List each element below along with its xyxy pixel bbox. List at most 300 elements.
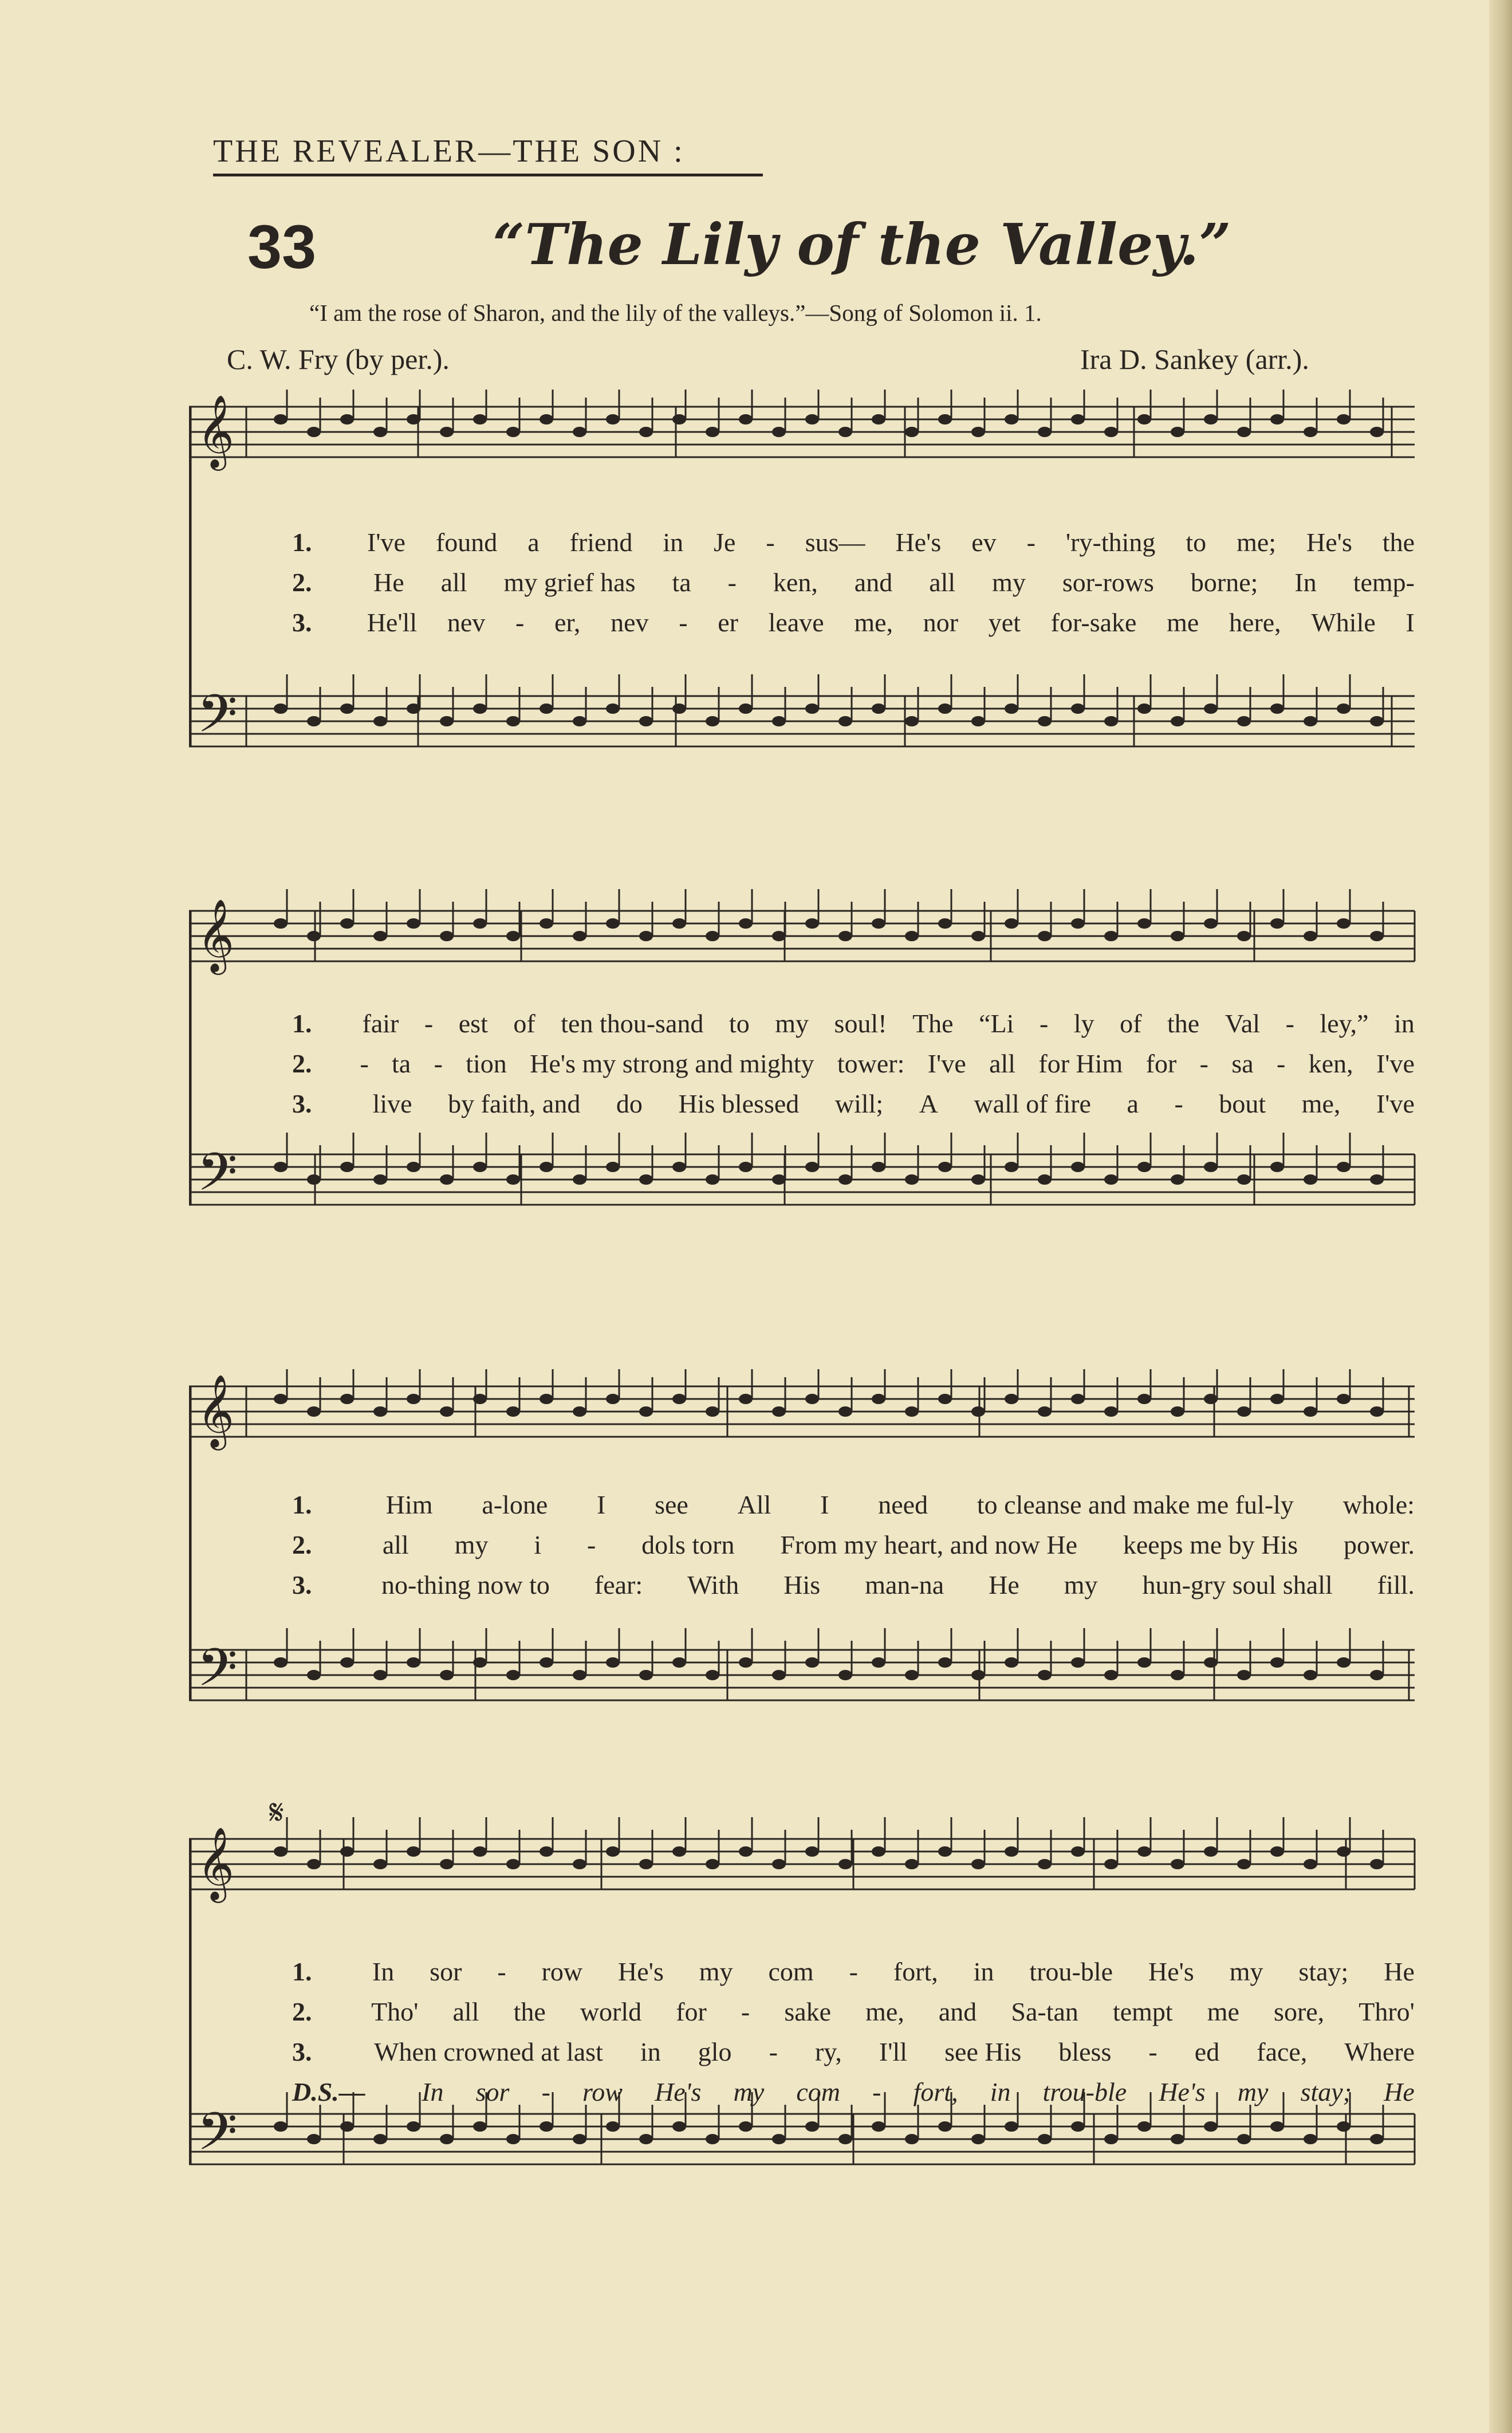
- note-head: [838, 1174, 852, 1185]
- note-head: [639, 1859, 653, 1869]
- lyric-syllable: tower:: [837, 1049, 905, 1078]
- lyric-syllable: my: [992, 568, 1026, 597]
- note-head: [838, 1859, 852, 1869]
- note-head: [1005, 703, 1018, 714]
- note-head: [573, 427, 586, 437]
- note-head: [1304, 716, 1317, 726]
- note-head: [1038, 931, 1052, 941]
- note-head: [905, 716, 919, 726]
- lyric-syllable: all: [440, 568, 467, 597]
- note-head: [1270, 414, 1284, 425]
- note-head: [1137, 1846, 1151, 1857]
- lyric-syllable: sor: [430, 1957, 462, 1986]
- note-head: [1071, 1846, 1085, 1857]
- lyric-syllable: While: [1311, 608, 1376, 637]
- head-rule: [213, 174, 763, 176]
- note-head: [1270, 703, 1284, 714]
- lyric-syllable: see: [655, 1490, 688, 1519]
- note-head: [274, 1846, 288, 1857]
- lyric-syllable: to: [1186, 528, 1207, 557]
- lyric-syllable: er: [718, 608, 738, 637]
- note-head: [672, 1394, 686, 1404]
- note-head: [739, 1394, 753, 1404]
- note-head: [1005, 918, 1018, 929]
- lyric-syllable: ta: [392, 1049, 411, 1078]
- note-head: [307, 1174, 321, 1185]
- note-head: [805, 918, 819, 929]
- lyric-syllable: row: [541, 1957, 583, 1986]
- lyric-syllable: sa: [1231, 1049, 1254, 1078]
- note-head: [1370, 1670, 1384, 1680]
- note-head: [473, 1846, 487, 1857]
- note-head: [739, 1657, 753, 1668]
- note-head: [905, 931, 919, 941]
- lyric-line: [292, 1996, 1415, 2027]
- lyric-line: [292, 1048, 1415, 1079]
- note-head: [905, 1406, 919, 1417]
- note-head: [872, 2121, 885, 2132]
- lyric-syllable: all: [382, 1530, 409, 1559]
- verse-number: 1.: [292, 1009, 312, 1038]
- lyric-syllable: -: [424, 1009, 434, 1038]
- note-head: [905, 427, 919, 437]
- lyric-syllable: nev: [611, 608, 649, 637]
- lyric-syllable: glo: [698, 2037, 732, 2066]
- note-head: [373, 1174, 387, 1185]
- note-head: [1005, 414, 1018, 425]
- note-head: [805, 2121, 819, 2132]
- lyric-syllable: -: [1026, 528, 1035, 557]
- note-head: [1270, 2121, 1284, 2132]
- note-head: [1038, 1670, 1052, 1680]
- lyric-syllable: my: [454, 1530, 489, 1559]
- note-head: [838, 427, 852, 437]
- lyric-syllable: -: [515, 608, 525, 637]
- note-head: [1304, 1406, 1317, 1417]
- note-head: [1370, 427, 1384, 437]
- note-head: [307, 931, 321, 941]
- note-head: [1071, 2121, 1085, 2132]
- lyric-syllable: He's: [655, 2077, 702, 2106]
- lyric-syllable: nev: [447, 608, 486, 637]
- note-head: [573, 1174, 586, 1185]
- lyric-syllable: live: [372, 1089, 412, 1118]
- note-head: [672, 918, 686, 929]
- note-head: [905, 1174, 919, 1185]
- note-head: [772, 1859, 786, 1869]
- note-head: [606, 1162, 620, 1172]
- note-head: [540, 1657, 553, 1668]
- lyric-syllable: me: [1207, 1997, 1239, 2026]
- lyric-syllable: -: [679, 608, 688, 637]
- note-head: [1005, 1394, 1018, 1404]
- note-head: [1171, 2134, 1184, 2144]
- bass-clef-icon: 𝄢: [197, 2101, 238, 2175]
- lyric-syllable: com: [796, 2077, 841, 2106]
- lyric-syllable: my: [1064, 1570, 1098, 1599]
- note-head: [672, 703, 686, 714]
- lyric-syllable: for: [1145, 1049, 1177, 1078]
- note-head: [772, 931, 786, 941]
- lyric-syllable: est: [458, 1009, 488, 1038]
- page-edge: [1489, 0, 1512, 2433]
- note-head: [1137, 2121, 1151, 2132]
- note-head: [772, 716, 786, 726]
- note-head: [938, 918, 952, 929]
- lyric-syllable: ly: [1073, 1009, 1094, 1038]
- note-head: [1104, 427, 1118, 437]
- note-head: [905, 2134, 919, 2144]
- note-head: [573, 1670, 586, 1680]
- lyric-syllable: to: [729, 1009, 750, 1038]
- note-head: [905, 1859, 919, 1869]
- note-head: [706, 1174, 719, 1185]
- note-head: [1038, 1859, 1052, 1869]
- note-head: [606, 1846, 620, 1857]
- note-head: [1137, 1162, 1151, 1172]
- lyric-line: [292, 527, 1415, 557]
- note-head: [1005, 2121, 1018, 2132]
- note-head: [473, 1162, 487, 1172]
- note-head: [506, 716, 520, 726]
- note-head: [1337, 1657, 1350, 1668]
- note-head: [1304, 1174, 1317, 1185]
- note-head: [1171, 931, 1184, 941]
- note-head: [706, 716, 719, 726]
- note-head: [573, 1406, 586, 1417]
- note-head: [340, 1162, 354, 1172]
- lyric-syllable: I've: [1376, 1049, 1415, 1078]
- lyric-syllable: see His: [944, 2037, 1022, 2066]
- verse-number: 1.: [292, 1490, 312, 1519]
- segno-sign: 𝄋: [269, 1794, 284, 1831]
- lyric-syllable: bless: [1058, 2037, 1112, 2066]
- bass-clef-icon: 𝄢: [197, 1637, 238, 1711]
- note-head: [1337, 703, 1350, 714]
- note-head: [1137, 414, 1151, 425]
- lyric-syllable: world: [580, 1997, 642, 2026]
- note-head: [905, 1670, 919, 1680]
- note-head: [340, 2121, 354, 2132]
- note-head: [1370, 1859, 1384, 1869]
- note-head: [1370, 1406, 1384, 1417]
- lyric-syllable: He's: [618, 1957, 664, 1986]
- note-head: [373, 1670, 387, 1680]
- lyric-syllable: “Li: [979, 1009, 1014, 1038]
- note-head: [440, 1406, 454, 1417]
- lyric-syllable: all: [452, 1997, 479, 2026]
- lyric-syllable: Tho': [371, 1997, 419, 2026]
- lyric-syllable: fort,: [893, 1957, 938, 1986]
- note-head: [772, 2134, 786, 2144]
- lyric-syllable: i: [534, 1530, 542, 1559]
- note-head: [1171, 1174, 1184, 1185]
- lyric-syllable: Thro': [1359, 1997, 1415, 2026]
- lyric-syllable: The: [912, 1009, 954, 1038]
- running-head: THE REVEALER—THE SON :: [213, 133, 685, 169]
- lyric-syllable: my: [733, 2077, 765, 2106]
- note-head: [1104, 2134, 1118, 2144]
- note-head: [1104, 1859, 1118, 1869]
- note-head: [1370, 931, 1384, 941]
- note-head: [1237, 931, 1251, 941]
- note-head: [938, 1394, 952, 1404]
- lyric-syllable: ry,: [815, 2037, 842, 2066]
- lyric-syllable: in: [640, 2037, 661, 2066]
- note-head: [1104, 1406, 1118, 1417]
- lyric-syllable: He's: [895, 528, 942, 557]
- note-head: [340, 703, 354, 714]
- note-head: [340, 1846, 354, 1857]
- note-head: [1337, 1162, 1350, 1172]
- lyric-syllable: -: [766, 528, 775, 557]
- lyric-syllable: A: [919, 1089, 938, 1118]
- note-head: [1171, 716, 1184, 726]
- lyric-syllable: -: [849, 1957, 858, 1986]
- note-head: [407, 414, 420, 425]
- lyric-syllable: leave: [768, 608, 824, 637]
- note-head: [872, 703, 885, 714]
- note-head: [1304, 427, 1317, 437]
- lyric-syllable: sake: [784, 1997, 832, 2026]
- note-head: [606, 1394, 620, 1404]
- lyric-syllable: power.: [1344, 1530, 1415, 1559]
- lyric-syllable: of: [1120, 1009, 1142, 1038]
- lyric-line: [292, 1088, 1415, 1119]
- lyric-syllable: -: [741, 1997, 750, 2026]
- note-head: [1237, 1406, 1251, 1417]
- verse-number: 2.: [292, 1530, 312, 1559]
- note-head: [872, 1162, 885, 1172]
- lyric-syllable: ev: [971, 528, 997, 557]
- note-head: [639, 1670, 653, 1680]
- note-head: [540, 1846, 553, 1857]
- note-head: [307, 2134, 321, 2144]
- lyric-syllable: whole:: [1342, 1490, 1415, 1519]
- lyric-syllable: -: [727, 568, 737, 597]
- note-head: [540, 2121, 553, 2132]
- note-head: [440, 931, 454, 941]
- note-head: [473, 414, 487, 425]
- note-head: [1137, 1394, 1151, 1404]
- lyric-syllable: a: [527, 528, 540, 557]
- note-head: [573, 1859, 586, 1869]
- note-head: [540, 918, 553, 929]
- note-head: [706, 931, 719, 941]
- note-head: [1204, 1162, 1218, 1172]
- verse-number: 3.: [292, 1089, 312, 1118]
- note-head: [407, 2121, 420, 2132]
- note-head: [838, 2134, 852, 2144]
- note-head: [706, 1859, 719, 1869]
- lyric-syllable: He's my strong and mighty: [530, 1049, 814, 1078]
- lyric-syllable: sor-rows: [1062, 568, 1154, 597]
- lyric-syllable: for: [676, 1997, 707, 2026]
- note-head: [672, 1846, 686, 1857]
- note-head: [971, 427, 985, 437]
- note-head: [473, 1657, 487, 1668]
- note-head: [1204, 1846, 1218, 1857]
- lyric-syllable: fair: [362, 1009, 399, 1038]
- lyric-syllable: His blessed: [678, 1089, 800, 1118]
- note-head: [1337, 414, 1350, 425]
- note-head: [805, 1846, 819, 1857]
- note-head: [1038, 427, 1052, 437]
- lyric-syllable: a-lone: [482, 1490, 548, 1519]
- note-head: [1071, 703, 1085, 714]
- note-head: [739, 1162, 753, 1172]
- verse-number: 2.: [292, 1049, 312, 1078]
- music-system-3: [189, 1369, 1416, 1736]
- note-head: [1104, 1174, 1118, 1185]
- note-head: [274, 1657, 288, 1668]
- note-head: [506, 1174, 520, 1185]
- note-head: [706, 1406, 719, 1417]
- note-head: [1005, 1846, 1018, 1857]
- note-head: [373, 1859, 387, 1869]
- note-head: [672, 1657, 686, 1668]
- note-head: [606, 414, 620, 425]
- lyric-syllable: row: [582, 2077, 623, 2106]
- note-head: [1171, 1670, 1184, 1680]
- note-head: [1071, 1162, 1085, 1172]
- note-head: [971, 1859, 985, 1869]
- lyric-syllable: bout: [1219, 1089, 1266, 1118]
- note-head: [307, 1406, 321, 1417]
- lyric-syllable: man-na: [865, 1570, 944, 1599]
- music-system-2: [189, 871, 1416, 1260]
- lyric-syllable: ed: [1194, 2037, 1220, 2066]
- lyric-syllable: -: [1285, 1009, 1294, 1038]
- note-head: [540, 1162, 553, 1172]
- lyric-syllable: a: [1127, 1089, 1139, 1118]
- note-head: [971, 716, 985, 726]
- note-head: [706, 1670, 719, 1680]
- lyric-syllable: Him: [385, 1490, 433, 1519]
- lyric-line: [292, 567, 1415, 598]
- note-head: [739, 918, 753, 929]
- note-head: [639, 427, 653, 437]
- note-head: [274, 414, 288, 425]
- note-head: [1204, 918, 1218, 929]
- note-head: [1304, 1859, 1317, 1869]
- note-head: [440, 427, 454, 437]
- lyric-syllable: In: [1294, 568, 1317, 597]
- note-head: [407, 1394, 420, 1404]
- note-head: [606, 918, 620, 929]
- note-head: [440, 1174, 454, 1185]
- lyric-line: [292, 1489, 1415, 1520]
- note-head: [307, 1670, 321, 1680]
- note-head: [1137, 1657, 1151, 1668]
- note-head: [838, 931, 852, 941]
- lyric-syllable: the: [1382, 528, 1415, 557]
- note-head: [639, 716, 653, 726]
- note-head: [340, 1394, 354, 1404]
- lyric-syllable: in: [973, 1957, 994, 1986]
- lyric-syllable: I've: [927, 1049, 966, 1078]
- lyric-syllable: In: [422, 2077, 444, 2106]
- lyric-syllable: sore,: [1274, 1997, 1325, 2026]
- treble-clef-icon: 𝄞: [197, 1826, 235, 1900]
- lyric-syllable: all: [929, 568, 956, 597]
- treble-clef-icon: 𝄞: [197, 898, 235, 972]
- note-head: [971, 1406, 985, 1417]
- note-head: [1104, 716, 1118, 726]
- lyric-syllable: He's: [1159, 2077, 1206, 2106]
- verse-number: 3.: [292, 2037, 312, 2066]
- lyric-syllable: wall of fire: [974, 1089, 1091, 1118]
- note-head: [307, 1859, 321, 1869]
- lyric-syllable: He: [989, 1570, 1019, 1599]
- note-head: [772, 1174, 786, 1185]
- lyric-syllable: With: [687, 1570, 739, 1599]
- lyric-syllable: soul!: [834, 1009, 887, 1038]
- note-head: [407, 918, 420, 929]
- lyric-syllable: me,: [865, 1997, 904, 2026]
- lyric-syllable: stay;: [1300, 2077, 1352, 2106]
- note-head: [1038, 2134, 1052, 2144]
- lyric-syllable: -: [872, 2077, 881, 2106]
- note-head: [971, 1670, 985, 1680]
- lyric-syllable: for Him: [1038, 1049, 1123, 1078]
- note-head: [971, 2134, 985, 2144]
- note-head: [706, 427, 719, 437]
- note-head: [274, 703, 288, 714]
- note-head: [805, 1657, 819, 1668]
- lyric-syllable: by faith, and: [448, 1089, 581, 1118]
- lyric-syllable: nor: [923, 608, 959, 637]
- lyric-syllable: ley,”: [1320, 1009, 1369, 1038]
- lyric-syllable: fear:: [594, 1570, 643, 1599]
- note-head: [1171, 1859, 1184, 1869]
- note-head: [1370, 1174, 1384, 1185]
- note-head: [838, 1406, 852, 1417]
- verse-number: 2.: [292, 568, 312, 597]
- note-head: [1337, 1846, 1350, 1857]
- note-head: [1071, 918, 1085, 929]
- note-head: [440, 716, 454, 726]
- lyric-syllable: all: [989, 1049, 1016, 1078]
- hymn-number: 33: [247, 212, 317, 281]
- note-head: [639, 2134, 653, 2144]
- note-head: [739, 2121, 753, 2132]
- lyric-syllable: in: [1394, 1009, 1415, 1038]
- lyric-syllable: will;: [834, 1089, 884, 1118]
- note-head: [373, 716, 387, 726]
- note-head: [573, 931, 586, 941]
- lyric-syllable: do: [616, 1089, 643, 1118]
- note-head: [340, 918, 354, 929]
- note-head: [274, 1394, 288, 1404]
- note-head: [1370, 716, 1384, 726]
- note-head: [1237, 1859, 1251, 1869]
- note-head: [1038, 1174, 1052, 1185]
- lyric-syllable: in: [663, 528, 684, 557]
- note-head: [440, 1859, 454, 1869]
- note-head: [506, 2134, 520, 2144]
- lyric-syllable: me,: [854, 608, 893, 637]
- lyric-syllable: yet: [988, 608, 1021, 637]
- note-head: [1104, 1670, 1118, 1680]
- note-head: [872, 1846, 885, 1857]
- lyric-syllable: the: [1167, 1009, 1200, 1038]
- note-head: [971, 931, 985, 941]
- lyric-syllable: in: [990, 2077, 1011, 2106]
- lyric-syllable: keeps me by His: [1123, 1530, 1298, 1559]
- note-head: [1270, 1846, 1284, 1857]
- note-head: [1237, 427, 1251, 437]
